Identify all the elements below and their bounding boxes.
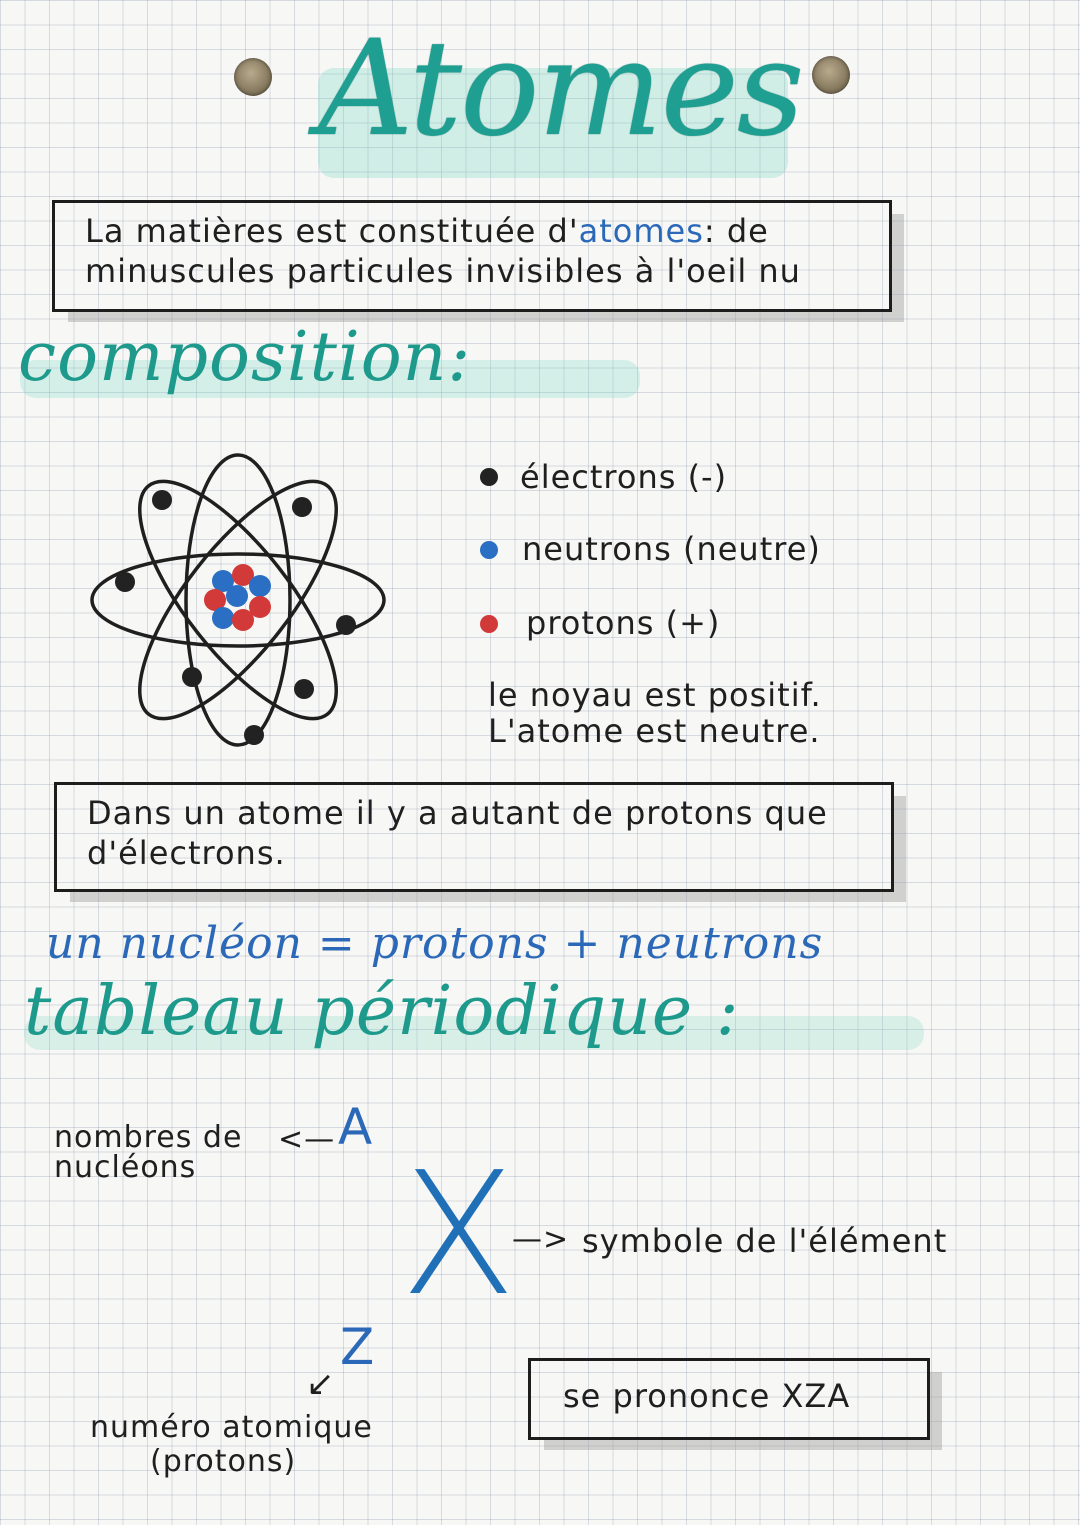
punch-hole-left	[234, 58, 272, 96]
electron	[182, 667, 202, 687]
legend-neutrons: neutrons (neutre)	[522, 530, 821, 568]
nucleons-label-2: nucléons	[54, 1150, 197, 1185]
intro-text	[85, 211, 875, 291]
note-line-2: L'atome est neutre.	[488, 712, 821, 750]
nucleon-line: un nucléon = protons + neutrons	[46, 918, 824, 969]
electron	[115, 572, 135, 592]
note-line-1: le noyau est positif.	[488, 676, 822, 714]
mass-number-A: A	[338, 1098, 373, 1156]
box2-text: Dans un atome il y a autant de protons que d'électrons.	[87, 794, 828, 872]
atomes-highlight: atomes	[578, 212, 704, 250]
legend-electrons: électrons (-)	[520, 458, 728, 496]
nucleus	[204, 564, 271, 631]
symbol-arrow: —>	[512, 1222, 570, 1257]
atomic-label-2: (protons)	[150, 1444, 297, 1479]
electron	[294, 679, 314, 699]
atomic-number-Z: Z	[340, 1318, 375, 1376]
arrow-left: <—	[278, 1122, 336, 1157]
nucleons-label-1: nombres de	[54, 1120, 243, 1155]
protons-electrons-box	[54, 782, 894, 892]
electron	[152, 490, 172, 510]
intro-text-part2: : de minuscules particules invisibles à l'oeil nu	[85, 212, 801, 290]
proton-bullet	[480, 615, 498, 633]
electron-bullet	[480, 468, 498, 486]
punch-hole-right	[812, 56, 850, 94]
page-title: Atomes	[318, 12, 803, 166]
electron	[244, 725, 264, 745]
z-arrow: ↙	[306, 1364, 336, 1404]
legend-protons: protons (+)	[526, 604, 721, 642]
symbol-label: symbole de l'élément	[582, 1222, 948, 1260]
intro-text-part1: La matières est constituée d'	[85, 212, 579, 250]
pronounce-box	[528, 1358, 930, 1440]
pronounce-text: se prononce XZA	[563, 1377, 851, 1415]
element-symbol-X: X	[400, 1136, 517, 1334]
atom-diagram	[80, 445, 400, 755]
periodic-heading: tableau périodique :	[24, 972, 740, 1051]
intro-box	[52, 200, 892, 312]
composition-heading: composition:	[18, 318, 472, 397]
electron	[336, 615, 356, 635]
atomic-label-1: numéro atomique	[90, 1410, 373, 1445]
neutron-bullet	[480, 541, 498, 559]
electron	[292, 497, 312, 517]
